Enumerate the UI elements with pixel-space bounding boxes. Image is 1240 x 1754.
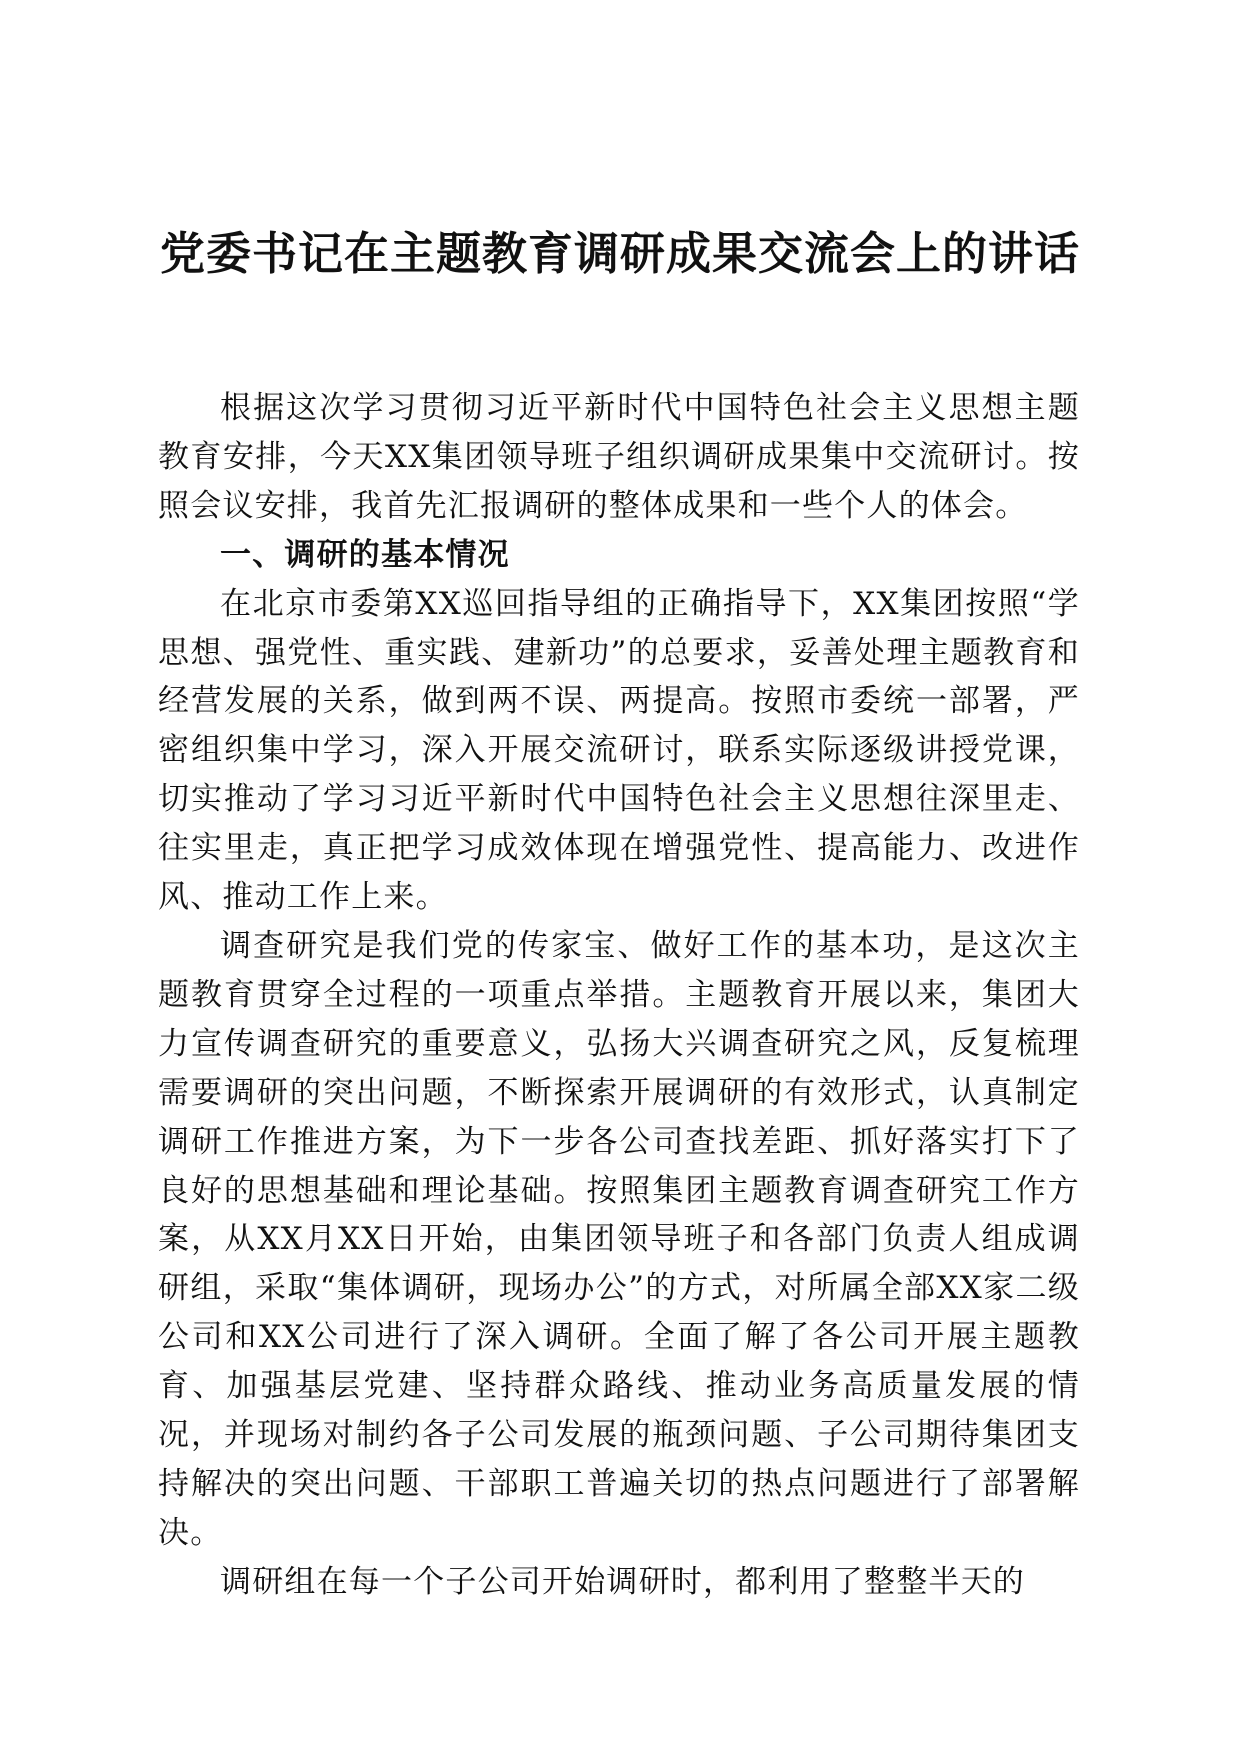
paragraph-intro: 根据这次学习贯彻习近平新时代中国特色社会主义思想主题教育安排，今天XX集团领导班子组织调研成果集中交流研讨。按照会议安排，我首先汇报调研的整体成果和一些个人的体会。: [158, 390, 1080, 524]
section-heading-basic-situation: 一、调研的基本情况: [220, 536, 510, 573]
document-title: 党委书记在主题教育调研成果交流会上的讲话: [159, 227, 1080, 280]
paragraph-research-team: 调研组在每一个子公司开始调研时，都利用了整整半天的: [220, 1563, 1025, 1600]
document-body: [158, 384, 1080, 1607]
paragraph-research-importance: 调查研究是我们党的传家宝、做好工作的基本功，是这次主题教育贯穿全过程的一项重点举措。主题教育开展以来，集团大力宣传调查研究的重要意义，弘扬大兴调查研究之风，反复梳理需要调研的突出问题，不断探索开展调研的有效形式，认真制定调研工作推进方案，为下一步各公司查找差距、抓好落实打下了良好的思想基础和理论基础。按照集团主题教育调查研究工作方案，从XX月XX日开始，由集团领导班子和各部门负责人组成调研组，采取“集体调研，现场办公”的方式，对所属全部XX家二级公司和XX公司进行了深入调研。全面了解了各公司开展主题教育、加强基层党建、坚持群众路线、推动业务高质量发展的情况，并现场对制约各子公司发展的瓶颈问题、子公司期待集团支持解决的突出问题、干部职工普遍关切的热点问题进行了部署解决。: [158, 927, 1080, 1551]
paragraph-guidance: 在北京市委第XX巡回指导组的正确指导下，XX集团按照“学思想、强党性、重实践、建新功”的总要求，妥善处理主题教育和经营发展的关系，做到两不误、两提高。按照市委统一部署，严密组织集中学习，深入开展交流研讨，联系实际逐级讲授党课，切实推动了学习习近平新时代中国特色社会主义思想往深里走、往实里走，真正把学习成效体现在增强党性、提高能力、改进作风、推动工作上来。: [158, 585, 1080, 916]
